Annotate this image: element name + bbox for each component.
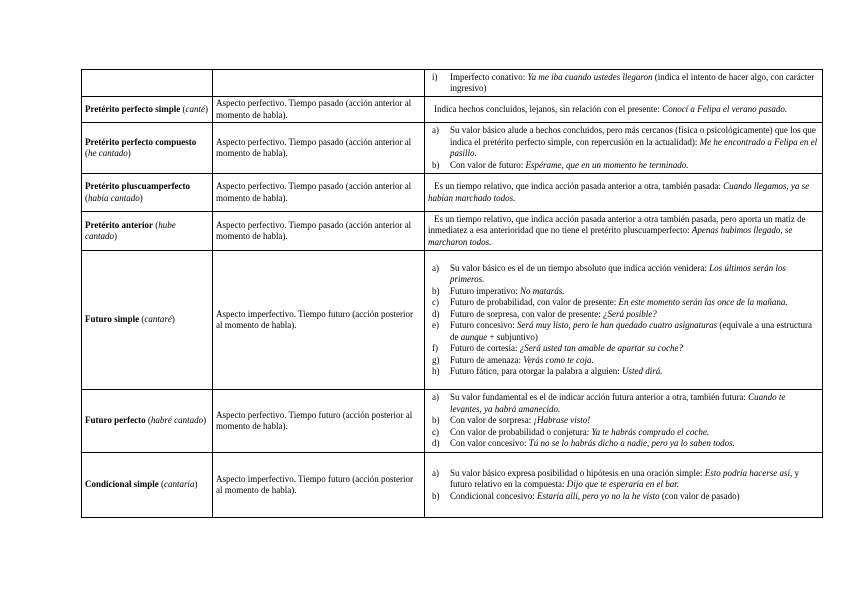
use-marker: e) xyxy=(432,320,439,330)
uses-list xyxy=(428,468,819,503)
use-item: c) Con valor de probabilidad o conjetura: Ya te habrás comprado el coche. xyxy=(432,426,710,437)
tense-example: habré cantado xyxy=(150,415,204,426)
tense-name: Pretérito pluscuamperfecto xyxy=(85,181,191,191)
uses-list xyxy=(428,125,819,171)
use-marker: a) xyxy=(432,392,439,403)
use-marker: c) xyxy=(432,426,439,437)
use-item: a) Su valor básico expresa posibilidad o hipótesis en una oración simple: Esto podría hacerse así, y futuro relativo en la compuesta: Dijo que te esperaría en el bar. xyxy=(432,467,799,490)
tense-example: he cantado xyxy=(88,148,128,158)
use-item: a) Su valor básico alude a hechos concluidos, pero más cercanos (física o psicológicamente) que los que indica el pretérito perfecto simple, con repercusión en la actualidad): Me he encontrado a Felipa en el pasillo. xyxy=(432,125,818,158)
use-item: f) Futuro de cortesía: ¿Será usted tan amable de apartar su coche? xyxy=(432,343,683,353)
uses-cell xyxy=(425,212,823,251)
use-item: b) Condicional concesivo: Estaría allí, pero yo no la he visto (con valor de pasado) xyxy=(432,490,740,501)
use-item: e) Futuro concesivo: Será muy listo, pero le han quedado cuatro asignaturas (equivale a una estructura de aunque + subjuntivo) xyxy=(432,320,813,342)
use-item: a) Su valor fundamental es el de indicar acción futura anterior a otra, también futura: Cuando te levantes, ya habrá amanecido. xyxy=(432,392,786,414)
aspect-cell: Aspecto imperfectivo. Tiempo futuro (acción posterior al momento de habla). xyxy=(213,453,425,518)
table-row xyxy=(82,390,823,453)
use-paragraph: Indica hechos concluidos, lejanos, sin relación con el presente: Conocí a Felipa el verano pasado. xyxy=(434,103,788,114)
aspect-cell: Aspecto perfectivo. Tiempo pasado (acción anterior al momento de habla). xyxy=(213,123,425,174)
table-row xyxy=(82,453,823,518)
table-row xyxy=(82,251,823,390)
use-item: d) Futuro de sorpresa, con valor de presente: ¿Será posible? xyxy=(432,308,657,319)
uses-cell xyxy=(425,453,823,518)
tense-example: cantaría xyxy=(164,479,195,490)
tense-cell xyxy=(82,70,213,97)
tense-example: cantaré xyxy=(144,314,172,325)
uses-cell xyxy=(425,97,823,123)
use-item: i) Imperfecto conativo: Ya me iba cuando ustedes llegaron (indica el intento de hacer algo, con carácter ingresivo) xyxy=(432,71,815,93)
aspect-cell xyxy=(213,70,425,97)
use-marker: b) xyxy=(432,285,440,296)
tense-example: canté xyxy=(185,103,206,114)
use-marker: g) xyxy=(432,354,440,365)
tense-cell: Futuro simple (cantaré) xyxy=(82,251,213,390)
use-item: d) Con valor concesivo: Tú no se lo habrás dicho a nadie, pero ya lo saben todos. xyxy=(432,438,735,449)
use-item: c) Futuro de probabilidad, con valor de presente: En este momento serán las once de la mañana. xyxy=(432,297,788,307)
tense-example: hube cantado xyxy=(85,219,176,241)
use-item: h) Futuro fático, para otorgar la palabra a alguien: Usted dirá. xyxy=(432,366,663,376)
use-marker: a) xyxy=(432,262,439,273)
tense-name: Futuro perfecto xyxy=(85,415,146,426)
use-item: b) Con valor de sorpresa: ¡Habrase visto! xyxy=(432,415,591,426)
use-item: a) Su valor básico es el de un tiempo absoluto que indica acción venidera: Los últimos serán los primeros. xyxy=(432,262,786,284)
use-marker: h) xyxy=(432,366,440,376)
table-row xyxy=(82,174,823,212)
tense-name: Pretérito anterior xyxy=(85,219,154,230)
tense-example: había cantado xyxy=(88,192,140,203)
use-marker: a) xyxy=(432,125,439,135)
aspect-cell: Aspecto perfectivo. Tiempo pasado (acción anterior al momento de habla). xyxy=(213,212,425,251)
table-row xyxy=(82,212,823,251)
use-paragraph: Es un tiempo relativo, que indica acción pasada anterior a otra también pasada, pero aporta un matiz de inmediatez a esa anterioridad que no tiene el pretérito pluscuamperfecto: Apenas hubimos llegado, se marcharon todos. xyxy=(428,213,806,247)
verb-tense-table xyxy=(81,69,823,518)
tense-cell: Pretérito perfecto simple (canté) xyxy=(82,97,213,123)
use-marker: f) xyxy=(432,343,438,353)
use-paragraph: Es un tiempo relativo, que indica acción pasada anterior a otra, también pasada: Cuando llegamos, ya se habían marchado todos. xyxy=(428,181,810,203)
aspect-cell: Aspecto imperfectivo. Tiempo futuro (acción posterior al momento de habla). xyxy=(213,251,425,390)
tense-cell: Futuro perfecto (habré cantado) xyxy=(82,390,213,453)
aspect-cell: Aspecto perfectivo. Tiempo futuro (acción posterior al momento de habla). xyxy=(213,390,425,453)
uses-cell xyxy=(425,174,823,212)
tense-cell: Pretérito anterior (hube cantado) xyxy=(82,212,213,251)
aspect-cell: Aspecto perfectivo. Tiempo pasado (acción anterior al momento de habla). xyxy=(213,174,425,212)
uses-list xyxy=(428,263,819,378)
tense-cell: Pretérito pluscuamperfecto (había cantado) xyxy=(82,174,213,212)
uses-list xyxy=(428,392,819,450)
use-item: b) Con valor de futuro: Espérame, que en un momento he terminado. xyxy=(432,159,689,170)
uses-cell xyxy=(425,251,823,390)
uses-cell xyxy=(425,390,823,453)
use-item: b) Futuro imperativo: No matarás. xyxy=(432,285,565,296)
uses-cell xyxy=(425,70,823,97)
tense-cell: Pretérito perfecto compuesto (he cantado) xyxy=(82,123,213,174)
table-row xyxy=(82,97,823,123)
uses-cell xyxy=(425,123,823,174)
uses-list xyxy=(428,72,819,95)
table-row xyxy=(82,70,823,97)
tense-name: Pretérito perfecto simple xyxy=(85,103,181,114)
tense-cell: Condicional simple (cantaría) xyxy=(82,453,213,518)
use-marker: b) xyxy=(432,159,440,170)
use-marker: d) xyxy=(432,308,440,319)
tense-name: Condicional simple xyxy=(85,479,159,490)
use-marker: a) xyxy=(432,467,439,478)
use-marker: i) xyxy=(432,71,438,82)
tense-name: Pretérito perfecto compuesto xyxy=(85,136,197,147)
use-item: g) Futuro de amenaza: Verás como te coja. xyxy=(432,354,594,365)
table-row xyxy=(82,123,823,174)
use-marker: b) xyxy=(432,415,440,426)
use-marker: d) xyxy=(432,438,440,449)
aspect-cell: Aspecto perfectivo. Tiempo pasado (acción anterior al momento de habla). xyxy=(213,97,425,123)
use-marker: c) xyxy=(432,297,439,307)
tense-name: Futuro simple xyxy=(85,314,140,325)
use-marker: b) xyxy=(432,490,440,501)
